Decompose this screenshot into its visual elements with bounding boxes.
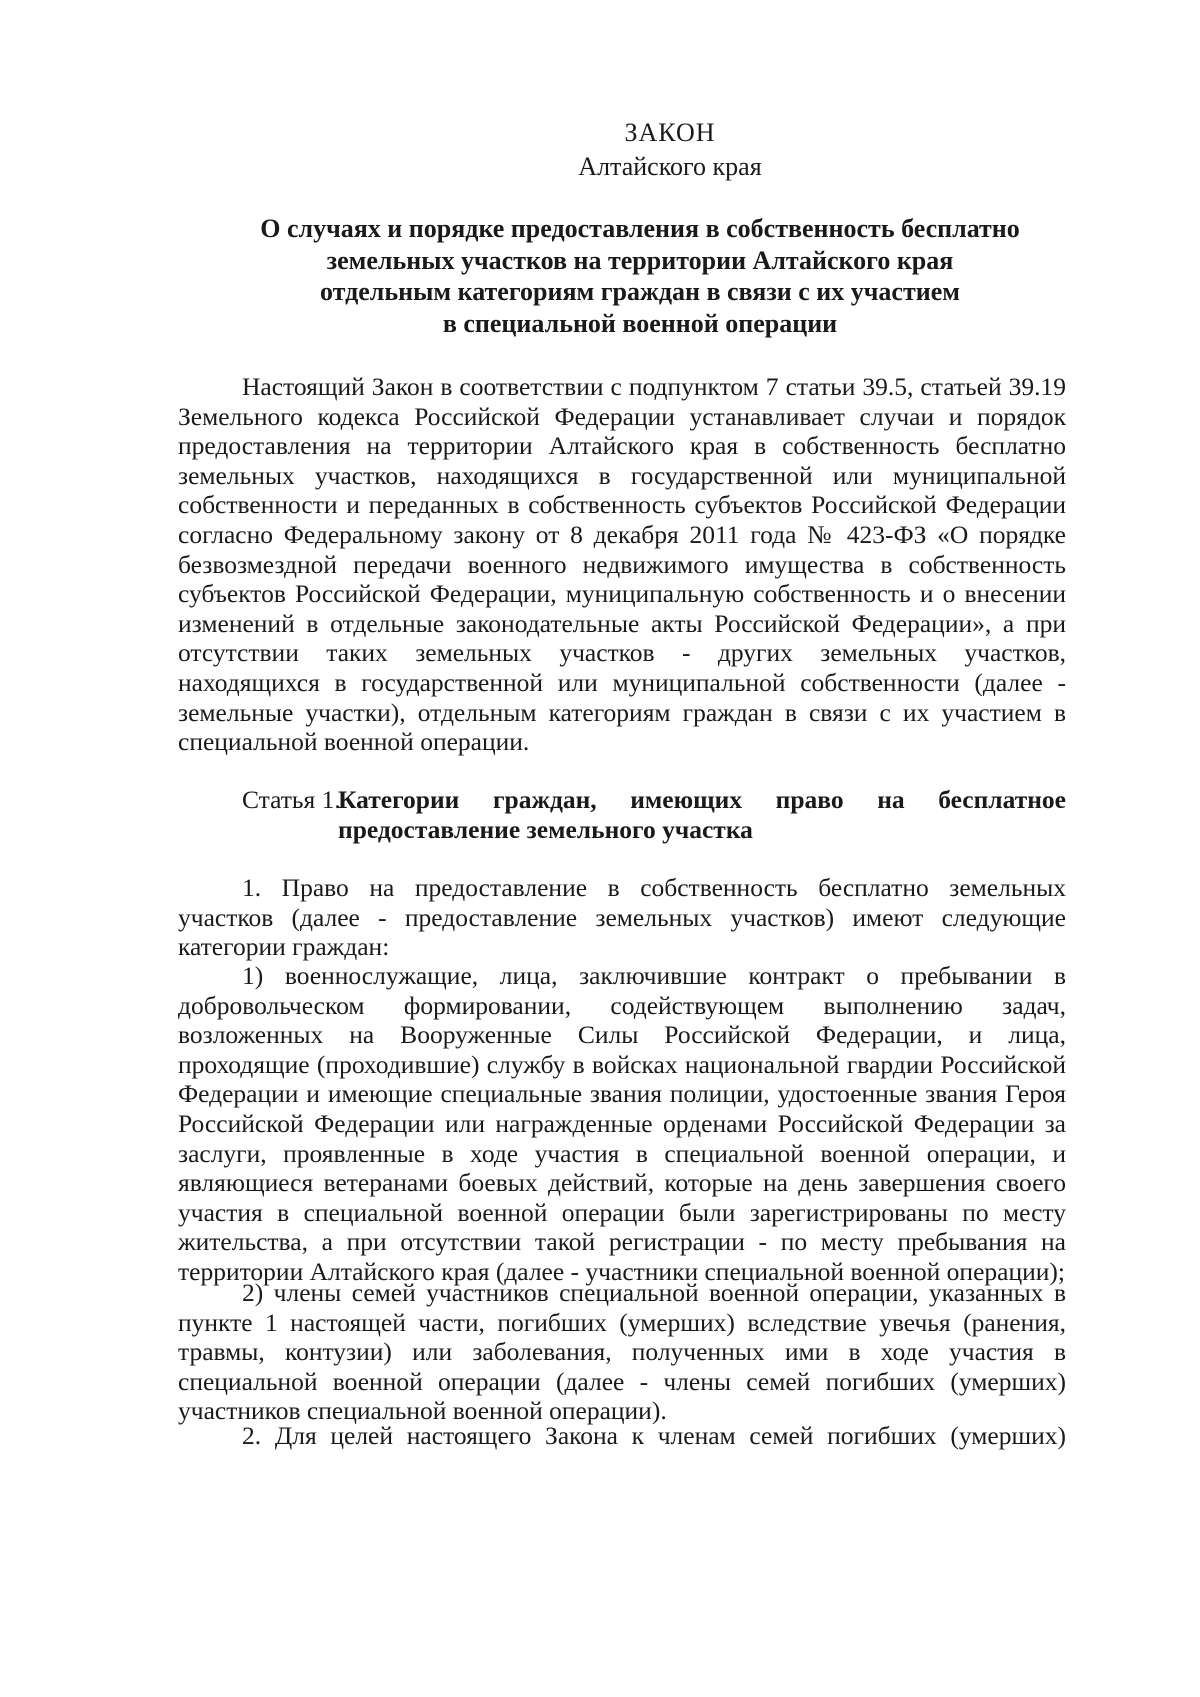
article-title-word: право: [775, 785, 844, 814]
article-title-word: на: [877, 785, 905, 814]
article-title-word: граждан,: [492, 785, 597, 814]
law-title: [230, 213, 1050, 339]
article-1-part-1-item-2: 2) члены семей участников специальной военной операции, указанных в пункте 1 настоящей части, погибших (умерших) вследствие увечья (ранения, травмы, контузии) или заболевания, полученных ими в ходе участия в специальной военной операции (далее - члены семей погибших (умерших) участников специальной военной операции).: [178, 1278, 1066, 1426]
preamble-paragraph: Настоящий Закон в соответствии с подпунктом 7 статьи 39.5, статьей 39.19 Земельного кодекса Российской Федерации устанавливает случаи и порядок предоставления на территории Алтайского края в собственность бесплатно земельных участков, находящихся в государственной или муниципальной собственности и переданных в собственность субъектов Российской Федерации согласно Федеральному закону от 8 декабря 2011 года № 423-ФЗ «О порядке безвозмездной передачи военного недвижимого имущества в собственность субъектов Российской Федерации, муниципальную собственность и о внесении изменений в отдельные законодательные акты Российской Федерации», а при отсутствии таких земельных участков - других земельных участков, находящихся в государственной или муниципальной собственности (далее - земельные участки), отдельным категориям граждан в связи с их участием в специальной военной операции.: [178, 372, 1066, 757]
article-title-word: имеющих: [630, 785, 743, 814]
article-title-word: Категории: [338, 785, 460, 814]
law-title-line: в специальной военной операции: [442, 308, 838, 338]
article-title-word: бесплатное: [938, 785, 1066, 814]
law-title-line: О случаях и порядке предоставления в собственность бесплатно: [260, 214, 1020, 243]
article-1-part-1-item-1: 1) военнослужащие, лица, заключившие контракт о пребывании в добровольческом формировании, содействующем выполнению задач, возложенных на Вооруженные Силы Российской Федерации, и лица, проходящие (проходившие) службу в войсках национальной гвардии Российской Федерации и имеющие специальные звания полиции, удостоенные звания Героя Российской Федерации или награжденные орденами Российской Федерации за заслуги, проявленные в ходе участия в специальной военной операции, и являющиеся ветеранами боевых действий, которые на день завершения своего участия в специальной военной операции были зарегистрированы по месту жительства, а при отсутствии такой регистрации - по месту пребывания на территории Алтайского края (далее - участники специальной военной операции);: [178, 961, 1066, 1286]
article-1-part-2: 2. Для целей настоящего Закона к членам семей погибших (умерших): [242, 1421, 1066, 1450]
law-region-heading: Алтайского края: [578, 152, 762, 181]
article-title-line-2: предоставление земельного участка: [338, 815, 753, 844]
law-title-line: отдельным категориям граждан в связи с их участием: [320, 277, 960, 306]
article-1-part-1: 1. Право на предоставление в собственность бесплатно земельных участков (далее - предоставление земельных участков) имеют следующие категории граждан:: [178, 873, 1066, 962]
article-label: Статья 1.: [242, 785, 341, 814]
article-title: [338, 785, 1066, 845]
law-type-heading: ЗАКОН: [624, 118, 716, 147]
law-title-line: земельных участков на территории Алтайского края: [326, 245, 954, 275]
